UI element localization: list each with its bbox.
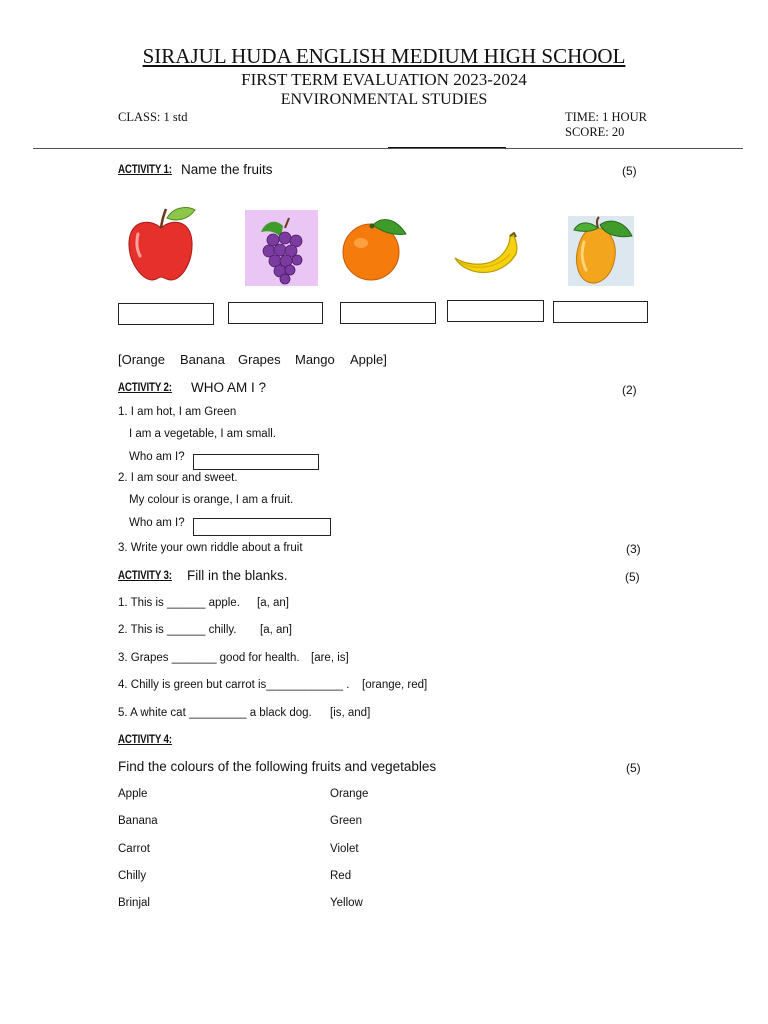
class-label: CLASS: 1 std bbox=[118, 110, 188, 124]
word-bank-item: [Orange bbox=[118, 352, 165, 367]
header-divider-accent bbox=[388, 147, 506, 148]
grapes-icon bbox=[245, 210, 318, 286]
riddle-line: 1. I am hot, I am Green bbox=[118, 406, 237, 418]
riddle-line: 2. I am sour and sweet. bbox=[118, 472, 238, 484]
blank-item-options: [are, is] bbox=[311, 652, 349, 664]
orange-icon bbox=[340, 216, 410, 284]
activity-4-marks: (5) bbox=[626, 761, 641, 775]
riddle-marks: (3) bbox=[626, 542, 641, 556]
blank-item-text: 1. This is ______ apple. bbox=[118, 597, 240, 609]
word-bank-item: Mango bbox=[295, 352, 335, 367]
riddle-question: Who am I? bbox=[129, 451, 185, 463]
apple-icon bbox=[122, 204, 200, 284]
blank-item-options: [a, an] bbox=[260, 624, 292, 636]
riddle-line: I am a vegetable, I am small. bbox=[129, 428, 277, 440]
activity-2-marks: (2) bbox=[622, 383, 637, 397]
match-left-item: Chilly bbox=[118, 870, 147, 882]
subject-title: ENVIRONMENTAL STUDIES bbox=[280, 91, 488, 108]
match-right-item: Green bbox=[330, 815, 362, 827]
answer-box-fruit-3[interactable] bbox=[340, 302, 436, 324]
blank-item-text: 5. A white cat _________ a black dog. bbox=[118, 707, 312, 719]
activity-2-label: ACTIVITY 2: bbox=[118, 382, 172, 394]
word-bank-item: Banana bbox=[180, 352, 225, 367]
activity-3-label: ACTIVITY 3: bbox=[118, 570, 172, 582]
activity-1-label: ACTIVITY 1: bbox=[118, 164, 172, 176]
riddle-answer-box-1[interactable] bbox=[193, 454, 319, 470]
header-divider bbox=[33, 148, 743, 149]
score-label: SCORE: 20 bbox=[565, 125, 625, 139]
activity-3-marks: (5) bbox=[625, 570, 640, 584]
school-name: SIRAJUL HUDA ENGLISH MEDIUM HIGH SCHOOL bbox=[142, 44, 626, 68]
match-right-item: Orange bbox=[330, 788, 369, 800]
activity-4-title: Find the colours of the following fruits and vegetables bbox=[118, 759, 437, 774]
blank-item-text: 3. Grapes _______ good for health. bbox=[118, 652, 300, 664]
activity-2-title: WHO AM I ? bbox=[191, 380, 267, 395]
word-bank-item: Apple] bbox=[350, 352, 387, 367]
match-right-item: Yellow bbox=[330, 897, 363, 909]
word-bank-item: Grapes bbox=[238, 352, 281, 367]
blank-item-text: 4. Chilly is green but carrot is____________ . bbox=[118, 679, 350, 691]
activity-1-marks: (5) bbox=[622, 164, 637, 178]
answer-box-fruit-4[interactable] bbox=[447, 300, 544, 322]
match-right-item: Red bbox=[330, 870, 352, 882]
riddle-question: Who am I? bbox=[129, 517, 185, 529]
riddle-line: My colour is orange, I am a fruit. bbox=[129, 494, 294, 506]
exam-title: FIRST TERM EVALUATION 2023-2024 bbox=[241, 70, 527, 89]
blank-item-options: [is, and] bbox=[330, 707, 371, 719]
match-left-item: Apple bbox=[118, 788, 148, 800]
banana-icon bbox=[452, 232, 522, 284]
answer-box-fruit-2[interactable] bbox=[228, 302, 323, 324]
activity-3-title: Fill in the blanks. bbox=[187, 568, 288, 583]
riddle-line: 3. Write your own riddle about a fruit bbox=[118, 542, 303, 554]
answer-box-fruit-1[interactable] bbox=[118, 303, 214, 325]
blank-item-options: [a, an] bbox=[257, 597, 289, 609]
match-left-item: Carrot bbox=[118, 843, 150, 855]
activity-1-title: Name the fruits bbox=[181, 162, 273, 177]
activity-4-label: ACTIVITY 4: bbox=[118, 734, 172, 746]
riddle-answer-box-2[interactable] bbox=[193, 518, 331, 536]
match-left-item: Brinjal bbox=[118, 897, 150, 909]
blank-item-text: 2. This is ______ chilly. bbox=[118, 624, 237, 636]
time-label: TIME: 1 HOUR bbox=[565, 110, 647, 124]
mango-icon bbox=[568, 216, 634, 286]
match-left-item: Banana bbox=[118, 815, 158, 827]
blank-item-options: [orange, red] bbox=[362, 679, 428, 691]
match-right-item: Violet bbox=[330, 843, 359, 855]
answer-box-fruit-5[interactable] bbox=[553, 301, 648, 323]
